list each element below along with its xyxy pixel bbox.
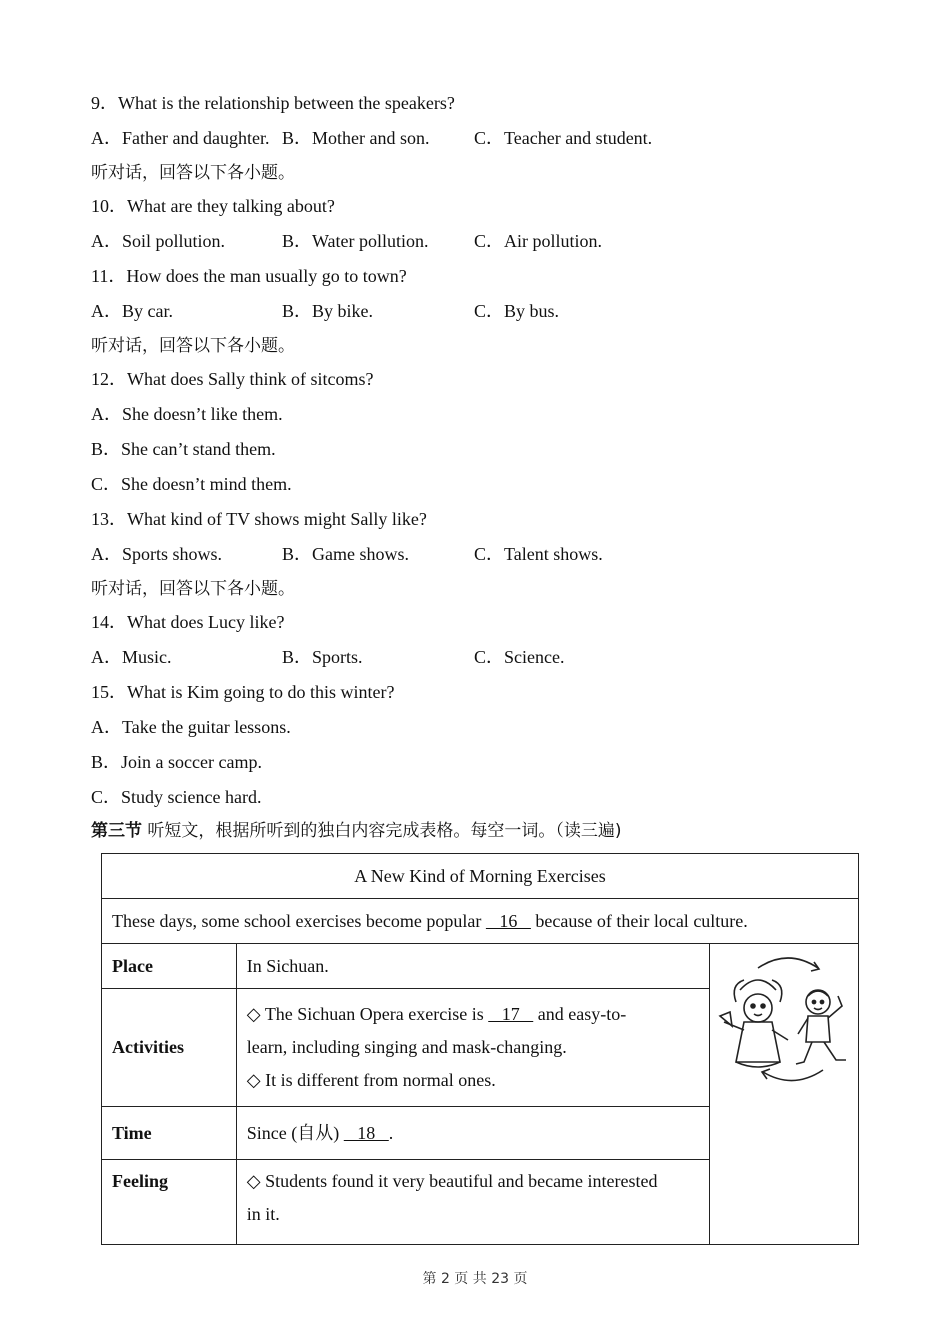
blank-17[interactable]: 17: [488, 1004, 534, 1024]
q11-option-c: C．By bus.: [474, 301, 560, 321]
place-value: In Sichuan.: [236, 944, 709, 989]
instruction-2: 听对话，回答以下各小题。: [91, 336, 295, 356]
section-3-heading: [91, 820, 622, 842]
question-12: 12．What does Sally think of sitcoms?: [91, 369, 374, 389]
section-3-instruction: 听短文，根据所听到的独白内容完成表格。每空一词。（读三遍): [147, 821, 622, 841]
page-footer: 第 2 页 共 23 页: [422, 1271, 528, 1287]
q14-option-b: B．Sports.: [282, 647, 363, 667]
exercise-table: [101, 853, 859, 1245]
table-intro: These days, some school exercises become popular 16 because of their local culture.: [102, 899, 859, 944]
q15-option-a: A．Take the guitar lessons.: [91, 717, 291, 737]
q9-option-a: A．Father and daughter.: [91, 128, 270, 148]
q13-option-a: A．Sports shows.: [91, 544, 223, 564]
question-9: 9．What is the relationship between the speakers?: [91, 93, 455, 113]
q10-option-b: B．Water pollution.: [282, 231, 429, 251]
q9-option-c: C．Teacher and student.: [474, 128, 653, 148]
question-11: 11．How does the man usually go to town?: [91, 266, 407, 286]
q11-option-b: B．By bike.: [282, 301, 374, 321]
q13-option-b: B．Game shows.: [282, 544, 409, 564]
q14-option-a: A．Music.: [91, 647, 172, 667]
q10-option-a: A．Soil pollution.: [91, 231, 226, 251]
time-value: Since (自从) 18 .: [236, 1107, 709, 1160]
q12-option-c: C．She doesn’t mind them.: [91, 474, 292, 494]
q14-option-c: C．Science.: [474, 647, 565, 667]
question-10: 10．What are they talking about?: [91, 196, 335, 216]
place-label: Place: [102, 944, 237, 989]
instruction-3: 听对话，回答以下各小题。: [91, 579, 295, 599]
q13-option-c: C．Talent shows.: [474, 544, 603, 564]
question-15: 15．What is Kim going to do this winter?: [91, 682, 395, 702]
q12-option-a: A．She doesn’t like them.: [91, 404, 283, 424]
feeling-value: ◇ Students found it very beautiful and became interested in it.: [236, 1160, 709, 1245]
question-13: 13．What kind of TV shows might Sally like?: [91, 509, 427, 529]
q11-option-a: A．By car.: [91, 301, 173, 321]
time-label: Time: [102, 1107, 237, 1160]
table-title: A New Kind of Morning Exercises: [102, 854, 859, 899]
instruction-1: 听对话，回答以下各小题。: [91, 163, 295, 183]
table-intro-row: [102, 899, 859, 944]
feeling-label: Feeling: [102, 1160, 237, 1245]
opera-illustration-cell: [709, 944, 858, 1245]
blank-16[interactable]: 16: [485, 910, 531, 931]
activities-label: Activities: [102, 989, 237, 1107]
question-14: 14．What does Lucy like?: [91, 612, 285, 632]
opera-exercise-illustration: [718, 950, 858, 1095]
q15-option-c: C．Study science hard.: [91, 787, 262, 807]
section-3-label: 第三节: [91, 821, 142, 841]
q15-option-b: B．Join a soccer camp.: [91, 752, 262, 772]
activities-value: ◇ The Sichuan Opera exercise is 17 and easy-to- learn, including singing and mask-changing. ◇ It is different from normal ones.: [236, 989, 709, 1107]
table-row-place: [102, 944, 859, 989]
table-title-row: [102, 854, 859, 899]
q9-option-b: B．Mother and son.: [282, 128, 430, 148]
q12-option-b: B．She can’t stand them.: [91, 439, 276, 459]
activities-item-2: ◇ It is different from normal ones.: [246, 1070, 496, 1090]
q10-option-c: C．Air pollution.: [474, 231, 603, 251]
blank-18[interactable]: 18: [343, 1122, 389, 1143]
